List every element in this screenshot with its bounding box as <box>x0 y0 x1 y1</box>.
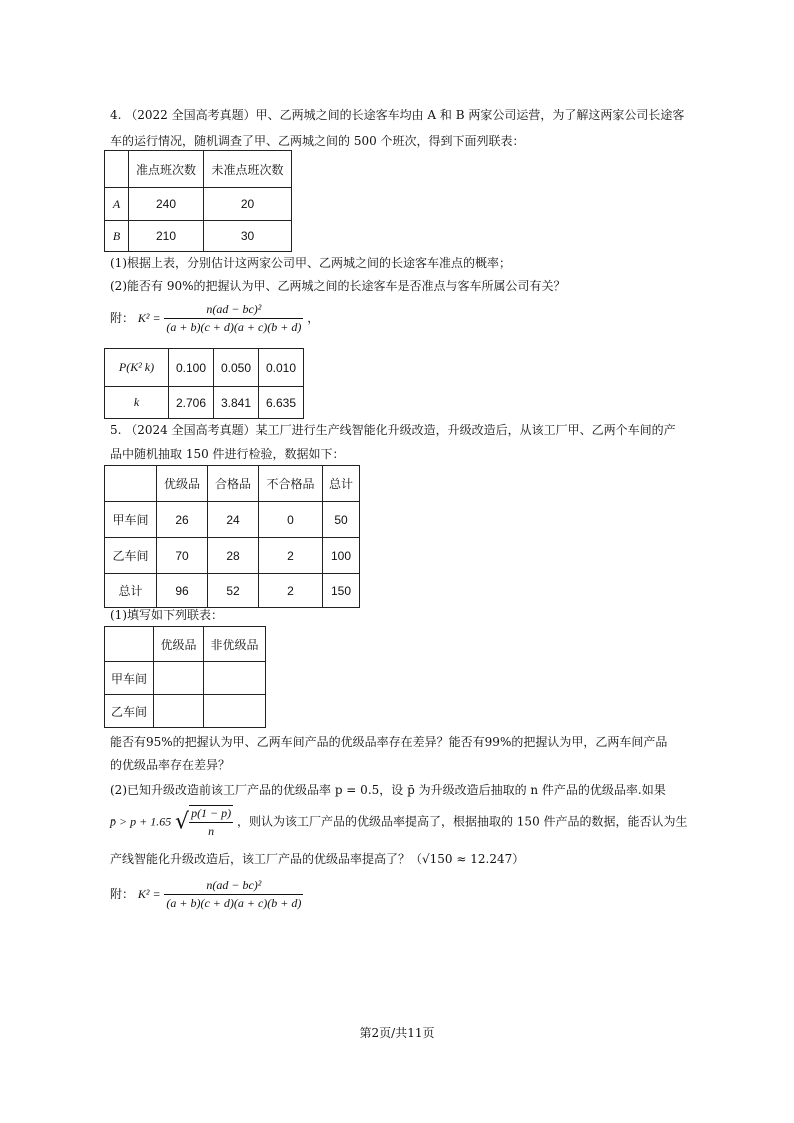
q4-sub2: (2)能否有 90%的把握认为甲、乙两城之间的长途客车是否准点与客车所属公司有关？ <box>110 279 566 293</box>
row-label: P(K² k) <box>105 349 169 387</box>
page-footer: 第2页/共11页 <box>359 1026 435 1040</box>
sub2-continuation: ，则认为该工厂产品的优级品率提高了，根据抽取的 150 件产品的数据，能否认为生 <box>236 814 688 829</box>
table-cell: 26 <box>157 502 208 538</box>
q5-q1-text-a: 能否有95%的把握认为甲、乙两车间产品的优级品率存在差异？能否有99%的把握认为甲，乙两车间产品 <box>110 735 668 749</box>
table-header: 优级品 <box>157 466 208 502</box>
table-header: 不合格品 <box>259 466 323 502</box>
formula-denominator: (a + b)(c + d)(a + c)(b + d) <box>166 896 302 910</box>
table-header: 准点班次数 <box>129 151 204 188</box>
row-label: 总计 <box>105 574 157 608</box>
formula-numerator: n(ad − bc)² <box>164 302 303 319</box>
formula-denominator: (a + b)(c + d)(a + c)(b + d) <box>166 320 302 334</box>
q5-sub1: (1)填写如下列联表： <box>110 608 223 622</box>
table-cell: 2.706 <box>169 387 214 419</box>
table-cell <box>105 627 154 662</box>
q4-line1: 4. （2022 全国高考真题）甲、乙两城之间的长途客车均由 A 和 B 两家公司运营，为了解这两家公司长途客 <box>110 108 685 122</box>
blank-cell <box>204 662 266 695</box>
table-cell: 30 <box>204 221 292 252</box>
table-row <box>105 502 360 538</box>
table-row <box>105 221 292 252</box>
table-row <box>105 466 360 502</box>
table-header: 总计 <box>323 466 360 502</box>
table-row <box>105 538 360 574</box>
formula-prefix: 附： <box>110 887 135 901</box>
table-row <box>105 349 304 387</box>
blank-cell <box>154 695 204 728</box>
q5-line1: 5. （2024 全国高考真题）某工厂进行生产线智能化升级改造，升级改造后，从该工厂甲、乙两个车间的产 <box>110 423 676 437</box>
table-header: 合格品 <box>208 466 259 502</box>
table-cell: 0.010 <box>259 349 304 387</box>
row-label: 甲车间 <box>105 502 157 538</box>
table-header: 未准点班次数 <box>204 151 292 188</box>
q5-inequality-line <box>110 805 688 839</box>
q5-formula <box>110 878 303 911</box>
q4-sub1: (1)根据上表，分别估计这两家公司甲、乙两城之间的长途客车准点的概率； <box>110 256 512 270</box>
table-cell: 24 <box>208 502 259 538</box>
q5-q1-text-b: 的优级品率存在差异？ <box>110 758 231 772</box>
table-cell: 28 <box>208 538 259 574</box>
table-row <box>105 574 360 608</box>
table-header: 非优级品 <box>204 627 266 662</box>
blank-cell <box>204 695 266 728</box>
q5-line2: 品中随机抽取 150 件进行检验，数据如下： <box>110 447 345 461</box>
sqrt-numerator: p(1 − p) <box>189 806 233 823</box>
table-cell: 52 <box>208 574 259 608</box>
q5-data-table <box>104 465 360 608</box>
row-label: B <box>105 221 129 252</box>
sqrt-denominator: n <box>208 824 215 838</box>
sqrt-fraction <box>189 805 233 839</box>
table-row <box>105 387 304 419</box>
q4-critical-table <box>104 348 304 419</box>
formula-numerator: n(ad − bc)² <box>164 878 303 895</box>
formula-lhs: K² = <box>137 887 161 901</box>
formula-fraction <box>164 302 303 335</box>
row-label: 乙车间 <box>105 695 154 728</box>
table-cell: 210 <box>129 221 204 252</box>
table-cell: 0.100 <box>169 349 214 387</box>
row-label: A <box>105 188 129 221</box>
table-row <box>105 662 266 695</box>
q5-sub2-c: 产线智能化升级改造后，该工厂产品的优级品率提高了？（√150 ≈ 12.247） <box>110 852 525 866</box>
table-cell: 0 <box>259 502 323 538</box>
inequality-lhs: p̄ > p + 1.65 <box>110 814 172 829</box>
table-cell: 0.050 <box>214 349 259 387</box>
q4-contingency-table <box>104 150 292 252</box>
table-row <box>105 188 292 221</box>
table-cell: 2 <box>259 574 323 608</box>
blank-cell <box>154 662 204 695</box>
table-cell: 96 <box>157 574 208 608</box>
formula-lhs: K² = <box>137 311 161 325</box>
table-row <box>105 695 266 728</box>
row-label: 乙车间 <box>105 538 157 574</box>
table-cell: 70 <box>157 538 208 574</box>
table-cell: 50 <box>323 502 360 538</box>
table-cell: 240 <box>129 188 204 221</box>
q4-formula <box>110 302 319 335</box>
row-label: 甲车间 <box>105 662 154 695</box>
table-cell: 100 <box>323 538 360 574</box>
q5-fill-table <box>104 626 266 728</box>
formula-suffix: ， <box>307 311 320 325</box>
table-cell <box>105 151 129 188</box>
q4-line2: 车的运行情况，随机调查了甲、乙两城之间的 500 个班次，得到下面列联表： <box>110 134 525 148</box>
sqrt-icon: √ <box>175 809 190 835</box>
formula-prefix: 附： <box>110 311 135 325</box>
table-cell: 2 <box>259 538 323 574</box>
table-cell: 6.635 <box>259 387 304 419</box>
table-row <box>105 627 266 662</box>
table-cell: 3.841 <box>214 387 259 419</box>
q5-sub2-a: (2)已知升级改造前该工厂产品的优级品率 p = 0.5，设 p̄ 为升级改造后抽取的 n 件产品的优级品率.如果 <box>110 783 666 797</box>
row-label: k <box>105 387 169 419</box>
table-cell <box>105 466 157 502</box>
table-header: 优级品 <box>154 627 204 662</box>
formula-fraction <box>164 878 303 911</box>
table-cell: 150 <box>323 574 360 608</box>
table-cell: 20 <box>204 188 292 221</box>
